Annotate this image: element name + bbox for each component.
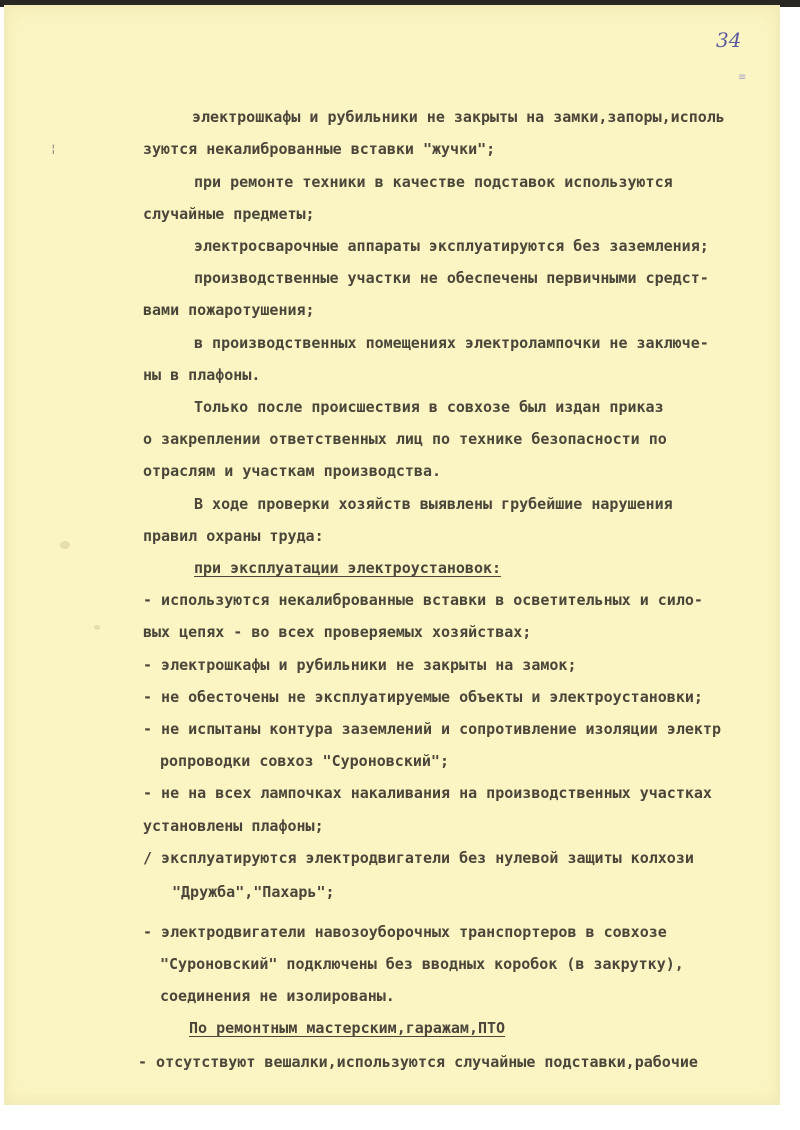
text-line: соединения не изолированы.: [160, 987, 395, 1005]
text-line: - отсутствуют вешалки,используются случайные подставки,рабочие: [138, 1053, 698, 1071]
page-number: 34: [716, 28, 742, 52]
text-line: - не обесточены не эксплуатируемые объекты и электроустановки;: [143, 688, 703, 706]
text-line: правил охраны труда:: [143, 527, 324, 545]
text-line: электросварочные аппараты эксплуатируются без заземления;: [194, 237, 709, 255]
text-line: - не на всех лампочках накаливания на производственных участках: [143, 784, 712, 802]
corner-mark: ≡: [738, 72, 747, 83]
margin-mark: ¦: [50, 142, 57, 155]
text-line: отраслям и участкам производства.: [143, 462, 442, 480]
text-line: зуются некалиброванные вставки "жучки";: [143, 140, 496, 158]
text-line: электрошкафы и рубильники не закрыты на замки,запоры,исполь: [192, 108, 725, 126]
text-line: вами пожаротушения;: [143, 301, 315, 319]
text-line: - электродвигатели навозоуборочных транспортеров в совхозе: [143, 923, 667, 941]
text-line: "Дружба","Пахарь";: [172, 883, 335, 901]
section-heading: По ремонтным мастерским,гаражам,ПТО: [189, 1019, 506, 1037]
text-line: производственные участки не обеспечены первичными средст-: [194, 269, 709, 287]
text-line: - используются некалиброванные вставки в осветительных и сило-: [143, 591, 703, 609]
text-line: ропроводки совхоз "Суроновский";: [160, 752, 449, 770]
text-line: / эксплуатируются электродвигатели без нулевой защиты колхози: [143, 849, 694, 867]
text-line: ны в плафоны.: [143, 366, 261, 384]
section-heading: при эксплуатации электроустановок:: [194, 559, 502, 577]
paper-stain: [60, 541, 70, 549]
text-line: о закреплении ответственных лиц по технике безопасности по: [143, 430, 667, 448]
text-line: "Суроновский" подключены без вводных коробок (в закрутку),: [160, 955, 684, 973]
text-line: случайные предметы;: [143, 205, 315, 223]
text-line: при ремонте техники в качестве подставок используются: [194, 173, 673, 191]
text-line: - не испытаны контура заземлений и сопротивление изоляции электр: [143, 720, 721, 738]
text-line: вых цепях - во всех проверяемых хозяйствах;: [143, 623, 532, 641]
text-line: Только после происшествия в совхозе был издан приказ: [194, 398, 664, 416]
text-line: В ходе проверки хозяйств выявлены грубейшие нарушения: [194, 495, 673, 513]
text-line: в производственных помещениях электролампочки не заключе-: [194, 334, 709, 352]
text-line: - электрошкафы и рубильники не закрыты на замок;: [143, 656, 577, 674]
text-line: установлены плафоны;: [143, 817, 324, 835]
paper-stain: [94, 625, 100, 630]
